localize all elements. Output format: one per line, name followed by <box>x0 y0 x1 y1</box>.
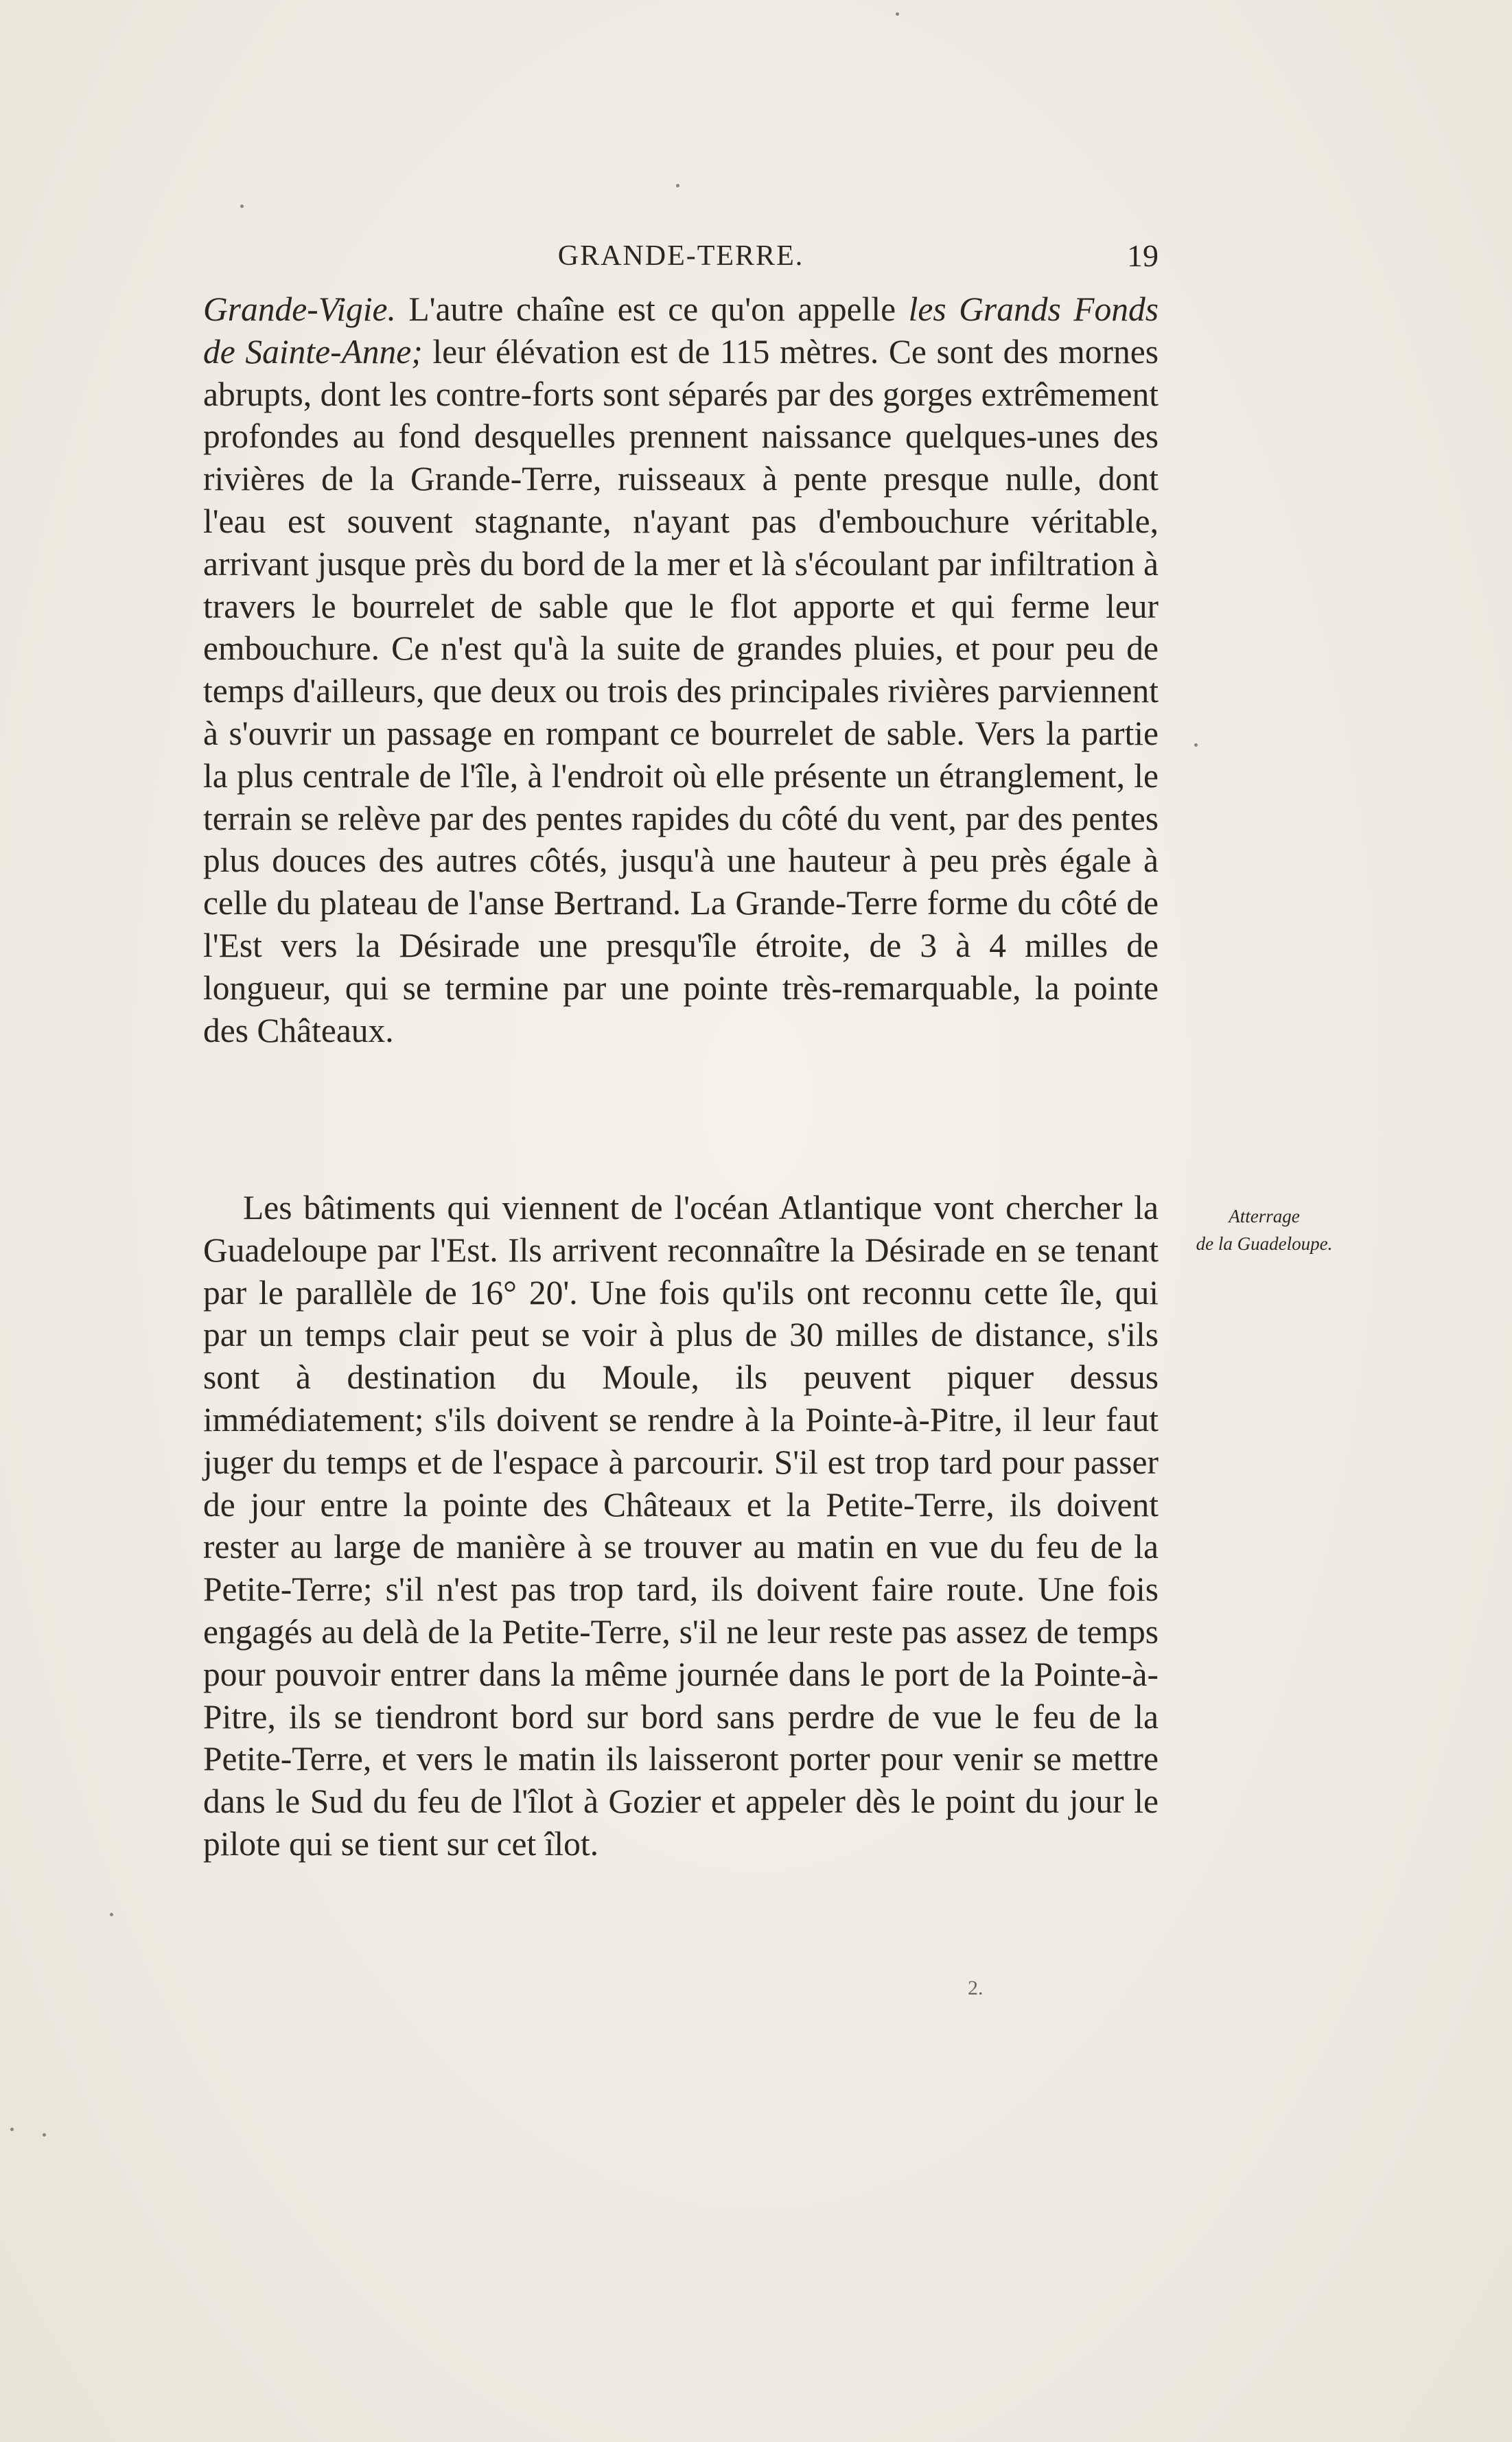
paper-speck <box>676 184 679 187</box>
page-number: 19 <box>1127 238 1159 273</box>
margin-note-line-2: de la Guadeloupe. <box>1196 1233 1333 1254</box>
page-header <box>203 232 1159 280</box>
paper-speck <box>43 2133 46 2137</box>
margin-note <box>1175 1202 1353 1257</box>
paper-speck <box>1194 743 1198 747</box>
margin-note-line-1: Atterrage <box>1229 1206 1300 1226</box>
paragraph-1-segment: les Grands Fonds de Sainte-Anne; <box>203 290 1159 371</box>
paper-speck <box>10 2128 14 2131</box>
paragraph-continuation <box>203 288 1159 1051</box>
signature-mark: 2. <box>968 1977 984 1999</box>
paragraph-2-text <box>203 1187 1159 1865</box>
running-head: GRANDE-TERRE. <box>557 240 804 272</box>
paragraph-2-segment: Les bâtiments qui viennent de l'océan Atlantique vont chercher la Guadeloupe par l'Est. Ils arrivent reconnaître la Désirade en se tenant par le parallèle de 16° 20'. Une fois qu'ils ont reconnu cette île, qui par un temps clair peut se voir à plus de 30 milles de distance, s'ils sont à destination du Moule, ils peuvent piquer dessus immédiatement; s'ils doivent se rendre à la Pointe-à-Pitre, il leur faut juger du temps et de l'espace à parcourir. S'il est trop tard pour passer de jour entre la pointe des Châteaux et la Petite-Terre, ils doivent rester au large de manière à se trouver au matin en vue du feu de la Petite-Terre; s'il n'est pas trop tard, ils doivent faire route. Une fois engagés au delà de la Petite-Terre, s'il ne leur reste pas assez de temps pour pouvoir entrer dans la même journée dans le port de la Pointe-à-Pitre, ils se tiendront bord sur bord sans perdre de vue le feu de la Petite-Terre, et vers le matin ils laisseront porter pour venir se mettre dans le Sud du feu de l'îlot à Gozier et appeler dès le point du jour le pilote qui se tient sur cet îlot. <box>203 1189 1159 1863</box>
paragraph-atterrage <box>203 1187 1159 1865</box>
paper-speck <box>240 205 244 208</box>
paper-speck <box>896 12 899 16</box>
paper-speck <box>110 1913 113 1916</box>
paragraph-1-segment: leur élévation est de 115 mètres. Ce sont des mornes abrupts, dont les contre-forts sont séparés par des gorges extrêmement profondes au fond desquelles prennent naissance quelques-unes des rivières de la Grande-Terre, ruisseaux à pente presque nulle, dont l'eau est souvent stagnante, n'ayant pas d'embouchure véritable, arrivant jusque près du bord de la mer et là s'écoulant par infiltration à travers le bourrelet de sable que le flot apporte et qui ferme leur embouchure. Ce n'est qu'à la suite de grandes pluies, et pour peu de temps d'ailleurs, que deux ou trois des principales rivières parviennent à s'ouvrir un passage en rompant ce bourrelet de sable. Vers la partie la plus centrale de l'île, à l'endroit où elle présente un étranglement, le terrain se relève par des pentes rapides du côté du vent, par des pentes plus douces des autres côtés, jusqu'à une hauteur à peu près égale à celle du plateau de l'anse Bertrand. La Grande-Terre forme du côté de l'Est vers la Désirade une presqu'île étroite, de 3 à 4 milles de longueur, qui se termine par une pointe très-remarquable, la pointe des Châteaux. <box>203 332 1159 1049</box>
paragraph-1-text <box>203 288 1159 1051</box>
paragraph-1-segment: L'autre chaîne est ce qu'on appelle <box>395 290 909 328</box>
paragraph-1-segment: Grande-Vigie. <box>203 290 396 328</box>
